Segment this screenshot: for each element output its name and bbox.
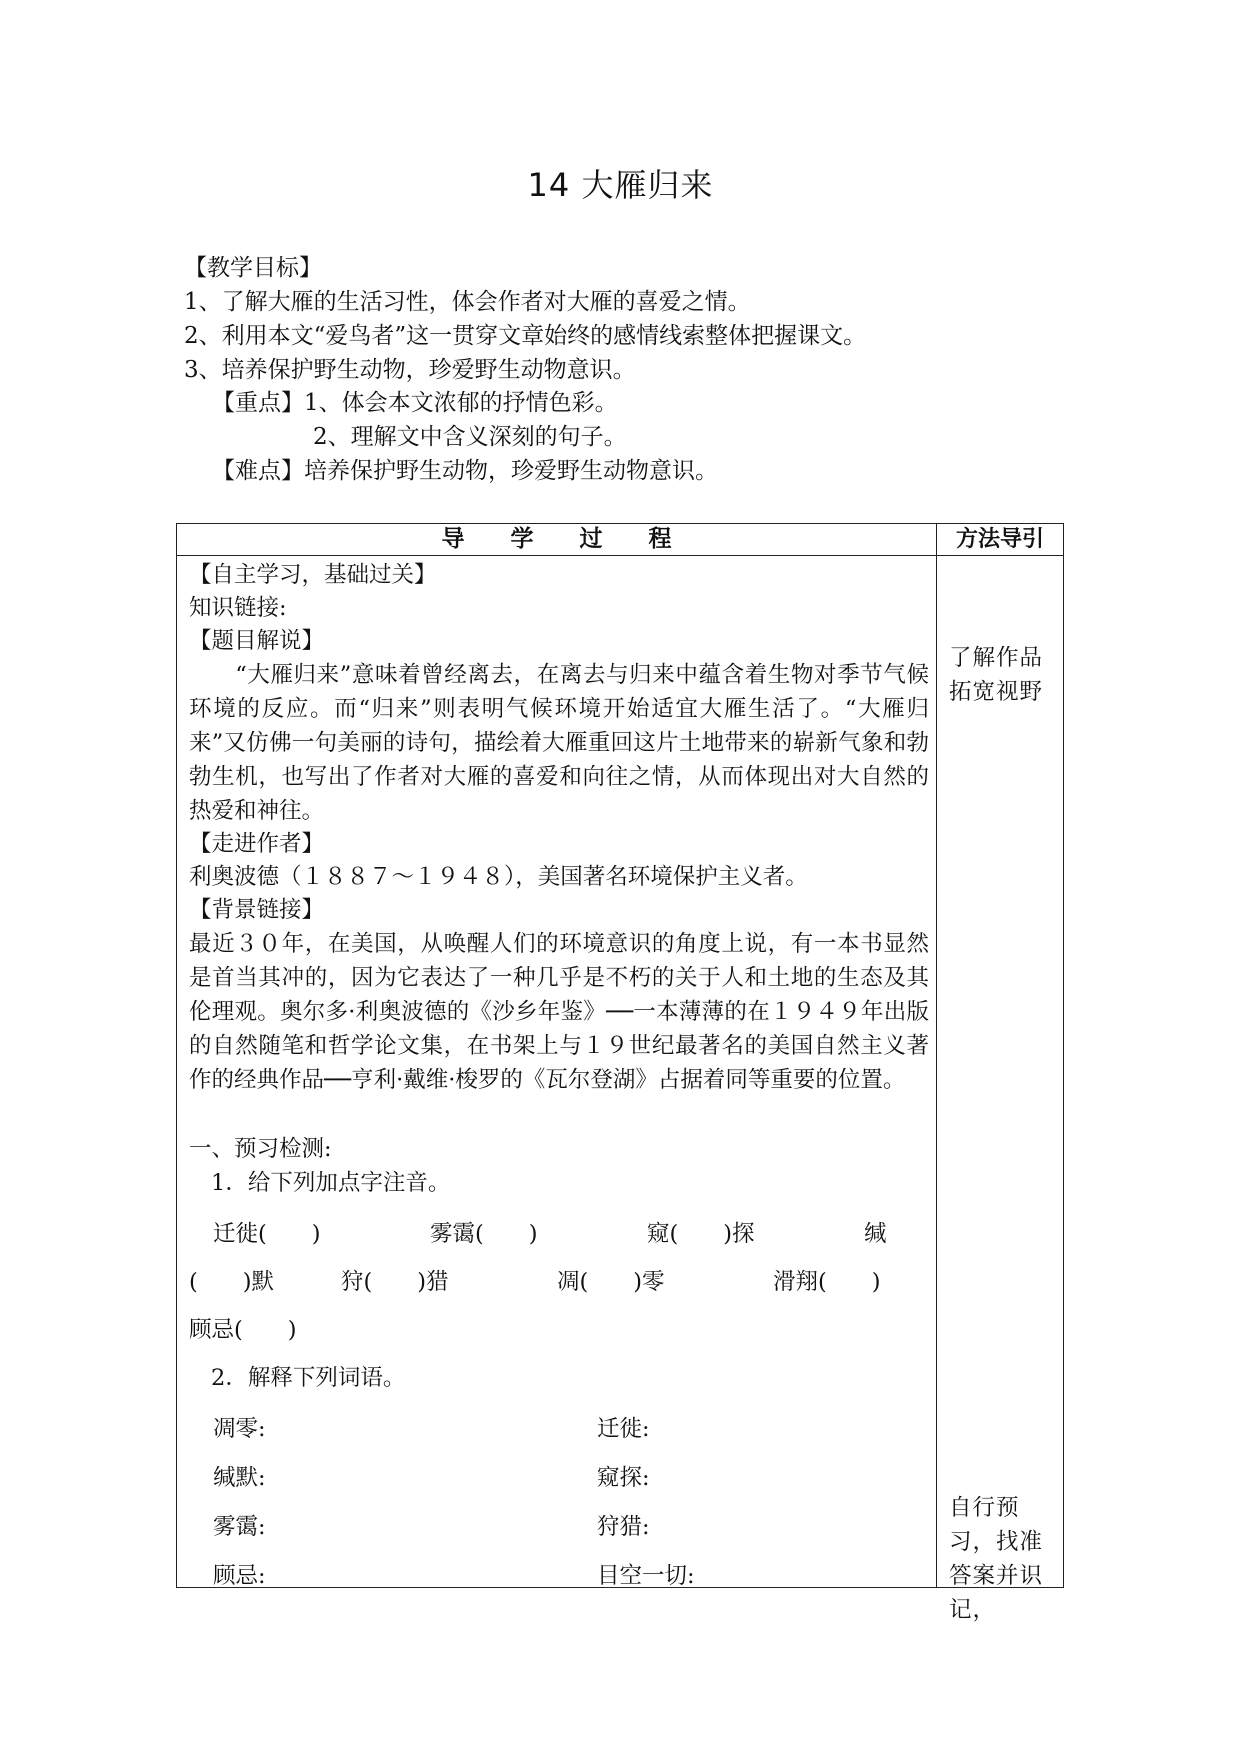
table-header-method: 方法导引 (937, 524, 1064, 556)
pinyin-item: 雾霭( ) (430, 1221, 538, 1247)
objective-item: 3、培养保护野生动物，珍爱野生动物意识。 (184, 357, 636, 383)
word-item: 缄默: (213, 1465, 266, 1491)
author-text: 利奥波德（１８８７～１９４８），美国著名环境保护主义者。 (189, 864, 808, 890)
page-title: 14 大雁归来 (527, 166, 714, 204)
pinyin-item: 凋( )零 (557, 1269, 665, 1295)
method-cell (937, 556, 1064, 1623)
pinyin-item: 滑翔( ) (773, 1269, 881, 1295)
preview-heading: 一、预习检测: (189, 1136, 332, 1162)
word-item: 雾霭: (213, 1514, 266, 1540)
side-note-1: 了解作品拓宽视野 (949, 645, 1044, 705)
difficulty: 【难点】培养保护野生动物，珍爱野生动物意识。 (212, 458, 718, 484)
guide-table (176, 523, 1064, 1623)
key-points: 【重点】1、体会本文浓郁的抒情色彩。 (212, 390, 618, 416)
table-header-process: 导 学 过 程 (177, 524, 937, 556)
pinyin-item: 顾忌( ) (189, 1317, 297, 1343)
question-1: 1．给下列加点字注音。 (211, 1170, 451, 1196)
process-cell (177, 556, 937, 1588)
title-explain-heading: 【题目解说】 (189, 628, 325, 654)
word-item: 顾忌: (213, 1563, 266, 1589)
word-item: 迁徙: (597, 1416, 650, 1442)
side-note-2: 自行预习，找准答案并识记， (949, 1495, 1044, 1623)
word-item: 窥探: (597, 1465, 650, 1491)
pinyin-item: ( )默 (189, 1269, 275, 1295)
question-2: 2．解释下列词语。 (211, 1365, 406, 1391)
objectives-heading: 【教学目标】 (184, 255, 322, 281)
key-points-2: 2、理解文中含义深刻的句子。 (313, 424, 627, 450)
word-item: 凋零: (213, 1416, 266, 1442)
pinyin-item: 迁徙( ) (213, 1221, 321, 1247)
background-heading: 【背景链接】 (189, 897, 325, 923)
word-item: 狩猎: (597, 1514, 650, 1540)
author-heading: 【走进作者】 (189, 831, 325, 857)
self-study-heading: 【自主学习，基础过关】 (189, 562, 437, 588)
objective-item: 1、了解大雁的生活习性，体会作者对大雁的喜爱之情。 (184, 289, 751, 315)
title-explain-text: “大雁归来”意味着曾经离去，在离去与归来中蕴含着生物对季节气候环境的反应。而“归来”则表明气候环境开始适宜大雁生活了。“大雁归来”又仿佛一句美丽的诗句，描绘着大雁重回这片土地带来的崭新气象和勃勃生机，也写出了作者对大雁的喜爱和向往之情，从而体现出对大自然的热爱和神往。 (189, 662, 929, 824)
background-text: 最近３０年，在美国，从唤醒人们的环境意识的角度上说，有一本书显然是首当其冲的，因为它表达了一种几乎是不朽的关于人和土地的生态及其伦理观。奥尔多·利奥波德的《沙乡年鉴》──一本薄薄的在１９４９年出版的自然随笔和哲学论文集，在书架上与１９世纪最著名的美国自然主义著作的经典作品──亨利·戴维·梭罗的《瓦尔登湖》占据着同等重要的位置。 (189, 931, 929, 1093)
knowledge-link-label: 知识链接: (189, 595, 287, 621)
pinyin-item: 窥( )探 (647, 1221, 755, 1247)
pinyin-item: 狩( )猎 (341, 1269, 449, 1295)
pinyin-item: 缄 (864, 1221, 887, 1247)
word-item: 目空一切: (597, 1563, 695, 1589)
objective-item: 2、利用本文“爱鸟者”这一贯穿文章始终的感情线索整体把握课文。 (184, 323, 867, 349)
